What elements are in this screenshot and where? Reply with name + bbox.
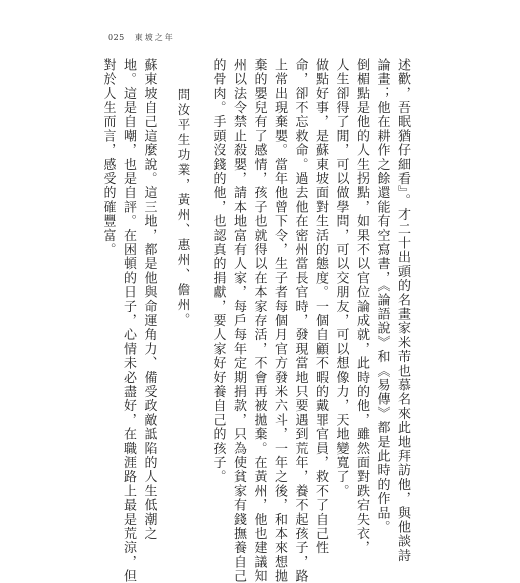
text-column: 棄的嬰兒有了感情，孩子也就得以在本家存活，不會再被拋棄。在黃州，他也建議知: [251, 58, 267, 583]
text-column: 倒楣點是他的人生拐點，如果不以官位論成就，此時的他，雖然面對跌宕失衣，: [354, 58, 369, 555]
text-column: 上常出現棄嬰。當年他曾下令，生子者每個月官方發米六斗，一年之後，和本來想拋: [272, 58, 287, 583]
text-column: 蘇東坡自己這麼說。這三地，都是他與命運角力、備受政敵詆陷的人生低潮之: [141, 58, 157, 541]
page-number: 025: [108, 32, 125, 42]
text-column: 對於人生而言，感受的確豐富。: [100, 58, 116, 257]
text-column: 人生卻得了閒，可以做學問，可以交朋友，可以想像力，天地變寬了。: [333, 58, 349, 499]
page-header: [108, 30, 175, 44]
text-column: 述歡，吾眠猶仔細看』。才二十出頭的名畫家米芾也慕名來此地拜訪他，與他談詩: [395, 58, 410, 563]
text-column: 的骨肉。手頭沒錢的他，也認真的捐獻，要人家好好養自己的孩子。: [210, 58, 226, 484]
text-column: 地。這是自嘲，也是自評。在困頓的日子，心情未必盡好，在職涯路上最是荒涼，但: [121, 58, 136, 583]
book-title: 東坡之年: [134, 32, 175, 42]
vertical-body-text: [97, 58, 412, 583]
paragraph-gap: [159, 58, 173, 453]
quote-line: 問汝平生功業，黃州、惠州、儋州。: [176, 88, 191, 328]
text-column: 命，卻不忘救命。過去他在密州當長官時，發現當地只要遇到荒年，養不起孩子，路: [292, 58, 308, 583]
text-column: 做點好事，是蘇東坡面對生活的態度。一個自顧不暇的戴罪官員，救不了自己性: [313, 58, 328, 555]
text-column: 論畫；他在耕作之餘還能有空寫書，《論語說》和《易傳》都是此時的作品。: [374, 58, 390, 535]
paragraph-gap: [193, 58, 207, 453]
text-column: 州以法令禁止殺嬰，請本地富有人家，每戶每年定期捐款，只為使貧家有錢撫養自己: [231, 58, 246, 583]
